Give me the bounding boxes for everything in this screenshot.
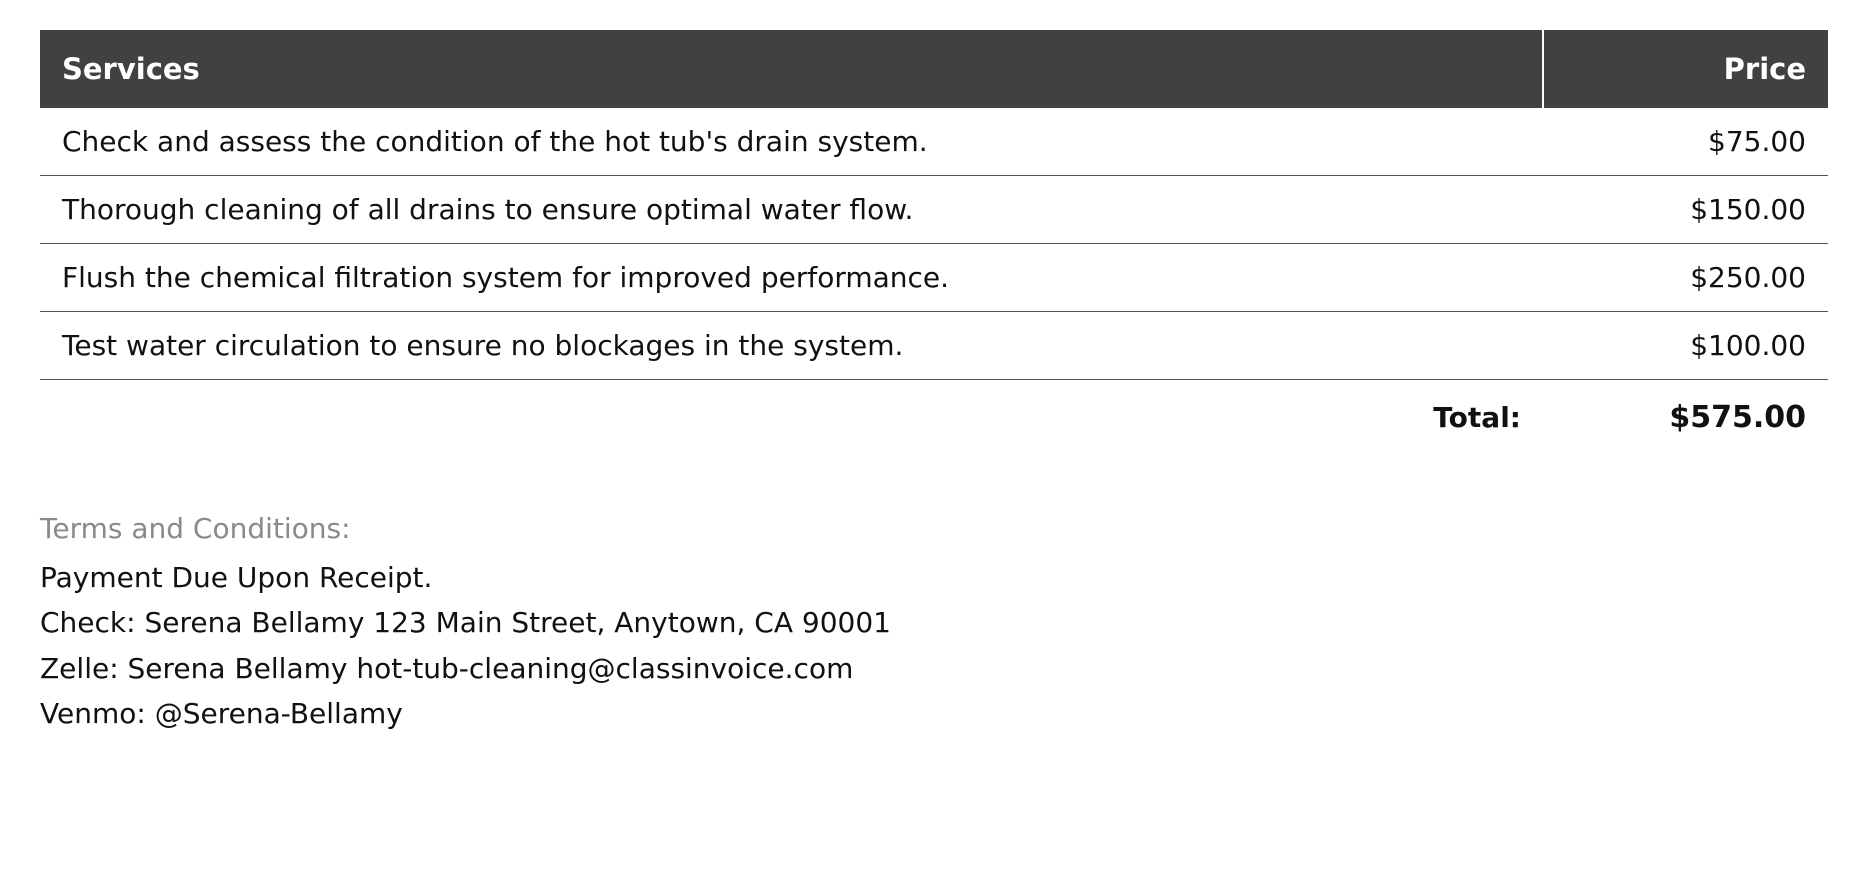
table-row <box>40 312 1828 380</box>
table-header <box>40 30 1828 108</box>
service-price: $100.00 <box>1543 312 1828 380</box>
table-body <box>40 108 1828 452</box>
service-price: $75.00 <box>1543 108 1828 176</box>
terms-line: Zelle: Serena Bellamy hot-tub-cleaning@classinvoice.com <box>40 651 854 685</box>
total-row <box>40 380 1828 453</box>
table-header-row <box>40 30 1828 108</box>
table-row <box>40 244 1828 312</box>
service-price: $250.00 <box>1543 244 1828 312</box>
column-header-price: Price <box>1543 30 1828 108</box>
total-value: $575.00 <box>1669 400 1806 435</box>
service-description: Test water circulation to ensure no blockages in the system. <box>40 312 1543 380</box>
service-description: Thorough cleaning of all drains to ensure optimal water flow. <box>40 176 1543 244</box>
terms-title: Terms and Conditions: <box>40 512 351 545</box>
table-row <box>40 108 1828 176</box>
terms-line: Payment Due Upon Receipt. <box>40 561 433 594</box>
terms-and-conditions <box>40 512 1828 736</box>
terms-line: Check: Serena Bellamy 123 Main Street, Anytown, CA 90001 <box>40 606 891 640</box>
total-label: Total: <box>1433 401 1521 434</box>
service-price: $150.00 <box>1543 176 1828 244</box>
column-header-services: Services <box>40 30 1543 108</box>
terms-line: Venmo: @Serena-Bellamy <box>40 697 403 731</box>
service-description: Check and assess the condition of the hot tub's drain system. <box>40 108 1543 176</box>
table-row <box>40 176 1828 244</box>
service-description: Flush the chemical filtration system for improved performance. <box>40 244 1543 312</box>
services-table <box>40 30 1828 452</box>
